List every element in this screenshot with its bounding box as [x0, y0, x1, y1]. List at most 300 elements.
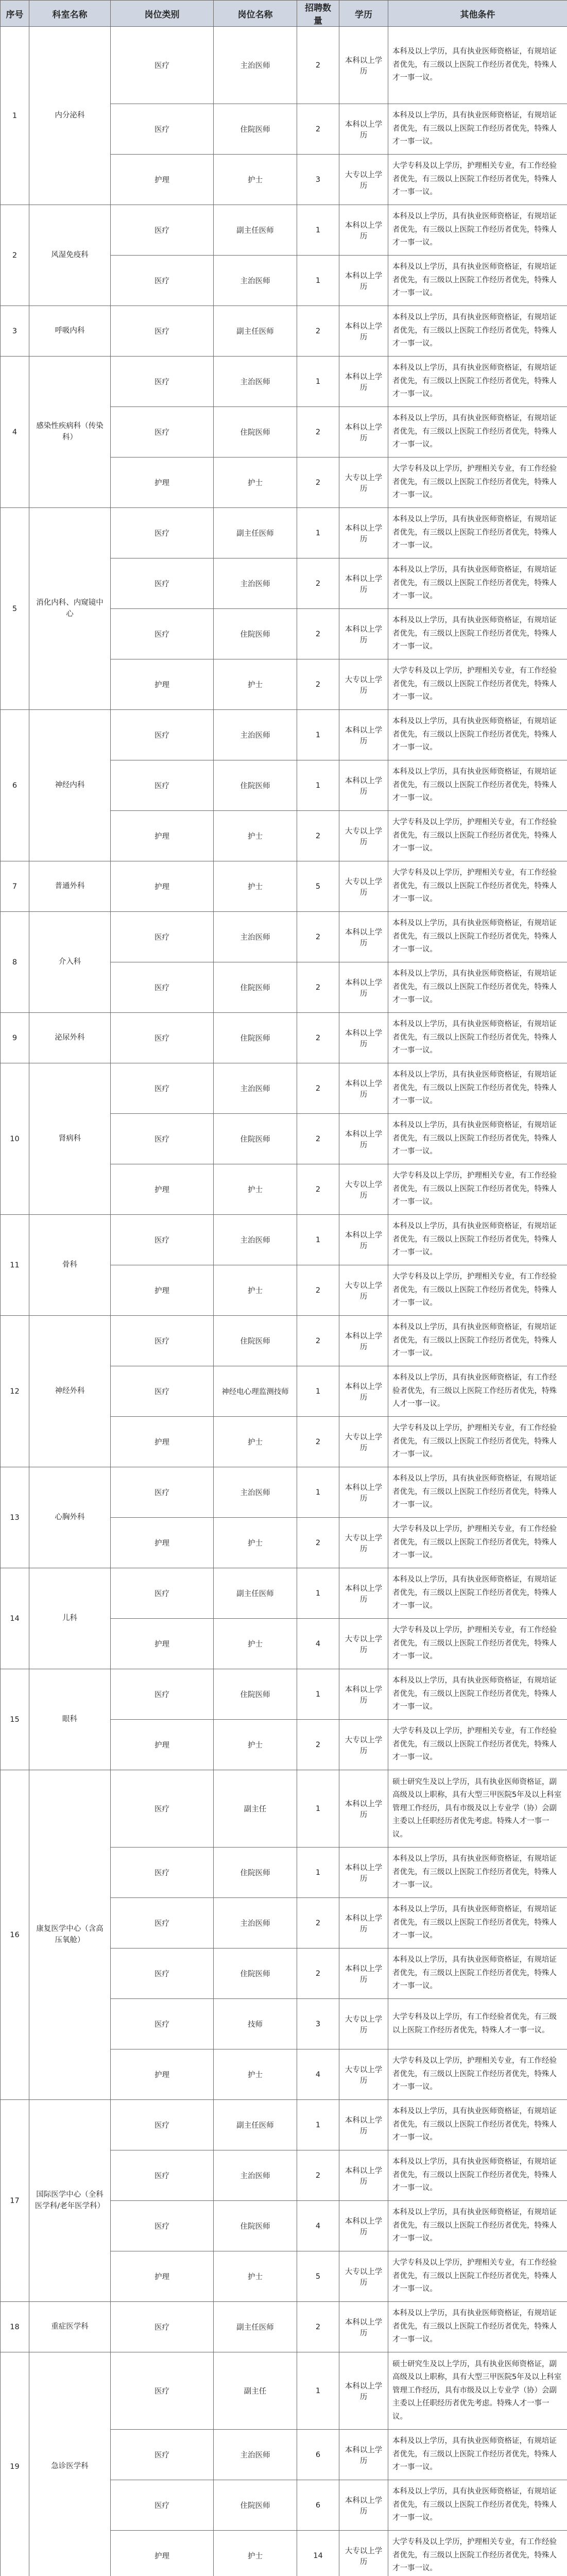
cell-edu: 大专以上学历: [339, 1164, 388, 1215]
cell-pos: 住院医师: [214, 962, 297, 1013]
cell-edu: 本科以上学历: [339, 2302, 388, 2352]
cell-pos: 住院医师: [214, 407, 297, 457]
cell-num: 1: [297, 1366, 339, 1417]
cell-num: 2: [297, 1417, 339, 1467]
cell-pos: 副主任医师: [214, 2302, 297, 2352]
cell-pos: 副主任医师: [214, 1568, 297, 1619]
cell-pos: 护士: [214, 2049, 297, 2100]
cell-cond: 大学专科及以上学历，护理相关专业，有工作经验者优先，有三级以上医院工作经历者优先，特殊人才一事一议。: [388, 2251, 567, 2302]
cell-seq: 15: [1, 1669, 29, 1770]
cell-cond: 大学专科及以上学历，护理相关专业，有工作经验者优先，有三级以上医院工作经历者优先，特殊人才一事一议。: [388, 811, 567, 861]
cell-type: 医疗: [111, 962, 214, 1013]
cell-num: 1: [297, 1669, 339, 1720]
cell-num: 4: [297, 2201, 339, 2251]
cell-type: 护理: [111, 2251, 214, 2302]
cell-cond: 本科及以上学历，具有执业医师资格证，有规培证者优先，有三级以上医院工作经历者优先，特殊人才一事一议。: [388, 104, 567, 155]
table-row: [1, 1215, 567, 1265]
cell-num: 1: [297, 760, 339, 811]
cell-type: 护理: [111, 2049, 214, 2100]
cell-num: 1: [297, 256, 339, 306]
cell-pos: 住院医师: [214, 1316, 297, 1366]
cell-edu: 本科以上学历: [339, 1316, 388, 1366]
cell-type: 护理: [111, 1518, 214, 1568]
cell-cond: 本科及以上学历，具有执业医师资格证，有规培证者优先，有三级以上医院工作经历者优先，特殊人才一事一议。: [388, 1467, 567, 1518]
cell-edu: 大专以上学历: [339, 1720, 388, 1770]
cell-pos: 主治医师: [214, 1898, 297, 1948]
cell-edu: 本科以上学历: [339, 2480, 388, 2531]
cell-num: 2: [297, 1265, 339, 1316]
cell-type: 医疗: [111, 1848, 214, 1898]
cell-type: 护理: [111, 2531, 214, 2576]
cell-edu: 本科以上学历: [339, 609, 388, 659]
cell-num: 4: [297, 1619, 339, 1669]
cell-num: 2: [297, 1316, 339, 1366]
cell-num: 14: [297, 2531, 339, 2576]
cell-type: 医疗: [111, 1316, 214, 1366]
header-edu: 学历: [339, 1, 388, 27]
table-row: [1, 912, 567, 962]
cell-cond: 大学专科及以上学历，护理相关专业，有工作经验者优先，有三级以上医院工作经历者优先，特殊人才一事一议。: [388, 1518, 567, 1568]
cell-edu: 大专以上学历: [339, 1999, 388, 2049]
cell-type: 医疗: [111, 2201, 214, 2251]
cell-dept: 重症医学科: [29, 2302, 111, 2352]
cell-dept: 康复医学中心（含高压氧舱）: [29, 1770, 111, 2100]
cell-type: 医疗: [111, 256, 214, 306]
cell-type: 医疗: [111, 710, 214, 760]
cell-type: 医疗: [111, 2302, 214, 2352]
cell-type: 医疗: [111, 407, 214, 457]
cell-dept: 肾病科: [29, 1063, 111, 1215]
cell-pos: 主治医师: [214, 2430, 297, 2480]
cell-pos: 护士: [214, 659, 297, 710]
cell-num: 1: [297, 1848, 339, 1898]
cell-cond: 大学专科及以上学历，护理相关专业，有工作经验者优先，有三级以上医院工作经历者优先，特殊人才一事一议。: [388, 1720, 567, 1770]
cell-type: 医疗: [111, 1669, 214, 1720]
cell-cond: 本科及以上学历，具有执业医师资格证，有规培证者优先，有三级以上医院工作经历者优先，特殊人才一事一议。: [388, 2150, 567, 2201]
cell-num: 1: [297, 1770, 339, 1848]
cell-edu: 本科以上学历: [339, 558, 388, 609]
cell-cond: 本科及以上学历，具有执业医师资格证，有规培证者优先，有三级以上医院工作经历者优先，特殊人才一事一议。: [388, 357, 567, 407]
cell-pos: 神经电心理监测技师: [214, 1366, 297, 1417]
cell-seq: 10: [1, 1063, 29, 1215]
cell-num: 1: [297, 2352, 339, 2430]
cell-cond: 本科及以上学历，具有执业医师资格证，有规培证者优先，有三级以上医院工作经历者优先，特殊人才一事一议。: [388, 256, 567, 306]
cell-cond: 本科及以上学历，具有执业医师资格证，有规培证者优先，有三级以上医院工作经历者优先，特殊人才一事一议。: [388, 1568, 567, 1619]
cell-num: 2: [297, 811, 339, 861]
cell-pos: 住院医师: [214, 1114, 297, 1164]
cell-pos: 副主任医师: [214, 2100, 297, 2150]
cell-seq: 11: [1, 1215, 29, 1316]
cell-type: 医疗: [111, 1999, 214, 2049]
cell-pos: 护士: [214, 2251, 297, 2302]
cell-cond: 本科及以上学历，具有执业医师资格证，有规培证者优先，有三级以上医院工作经历者优先，特殊人才一事一议。: [388, 1013, 567, 1063]
cell-pos: 主治医师: [214, 357, 297, 407]
table-row: [1, 1013, 567, 1063]
cell-num: 2: [297, 609, 339, 659]
cell-seq: 6: [1, 710, 29, 861]
cell-cond: 本科及以上学历，具有执业医师资格证，有规培证者优先，有三级以上医院工作经历者优先，特殊人才一事一议。: [388, 1316, 567, 1366]
cell-pos: 副主任: [214, 1770, 297, 1848]
cell-pos: 住院医师: [214, 609, 297, 659]
cell-num: 2: [297, 962, 339, 1013]
cell-edu: 本科以上学历: [339, 407, 388, 457]
cell-cond: 本科及以上学历，具有执业医师资格证，有规培证者优先，有三级以上医院工作经历者优先，特殊人才一事一议。: [388, 1114, 567, 1164]
cell-seq: 5: [1, 508, 29, 710]
cell-edu: 本科以上学历: [339, 1669, 388, 1720]
cell-num: 5: [297, 861, 339, 912]
table-row: [1, 2352, 567, 2430]
cell-cond: 本科及以上学历，具有执业医师资格证，有规培证者优先，有三级以上医院工作经历者优先，特殊人才一事一议。: [388, 508, 567, 558]
cell-edu: 本科以上学历: [339, 508, 388, 558]
cell-cond: 本科及以上学历，具有执业医师资格证，有规培证者优先，有三级以上医院工作经历者优先，特殊人才一事一议。: [388, 962, 567, 1013]
cell-pos: 副主任医师: [214, 306, 297, 357]
cell-edu: 本科以上学历: [339, 1063, 388, 1114]
cell-edu: 大专以上学历: [339, 2251, 388, 2302]
cell-edu: 大专以上学历: [339, 1265, 388, 1316]
cell-dept: 内分泌科: [29, 27, 111, 205]
cell-num: 1: [297, 2100, 339, 2150]
cell-cond: 本科及以上学历，具有执业医师资格证，有规培证者优先，有三级以上医院工作经历者优先，特殊人才一事一议。: [388, 760, 567, 811]
cell-pos: 住院医师: [214, 760, 297, 811]
cell-pos: 护士: [214, 811, 297, 861]
cell-pos: 主治医师: [214, 1467, 297, 1518]
cell-type: 护理: [111, 457, 214, 508]
cell-type: 护理: [111, 1164, 214, 1215]
cell-edu: 大专以上学历: [339, 861, 388, 912]
cell-type: 医疗: [111, 2100, 214, 2150]
cell-cond: 硕士研究生及以上学历，具有执业医师资格证，副高级及以上职称，具有大型三甲医院5年及以上科室管理工作经历，具有市级及以上专业学（协）会副主委以上任职经历者优先考虑。特殊人才一事一议。: [388, 1770, 567, 1848]
cell-num: 1: [297, 710, 339, 760]
table-row: [1, 205, 567, 256]
cell-type: 医疗: [111, 1063, 214, 1114]
cell-num: 3: [297, 155, 339, 205]
cell-type: 护理: [111, 1265, 214, 1316]
cell-edu: 大专以上学历: [339, 1619, 388, 1669]
cell-seq: 16: [1, 1770, 29, 2100]
table-row: [1, 1467, 567, 1518]
table-row: [1, 357, 567, 407]
cell-edu: 本科以上学历: [339, 912, 388, 962]
cell-num: 2: [297, 1518, 339, 1568]
cell-cond: 本科及以上学历，具有执业医师资格证，有规培证者优先，有三级以上医院工作经历者优先，特殊人才一事一议。: [388, 2302, 567, 2352]
cell-pos: 护士: [214, 1720, 297, 1770]
cell-num: 3: [297, 1999, 339, 2049]
cell-dept: 感染性疾病科（传染科）: [29, 357, 111, 508]
cell-type: 护理: [111, 155, 214, 205]
cell-type: 护理: [111, 811, 214, 861]
cell-edu: 大专以上学历: [339, 457, 388, 508]
cell-seq: 18: [1, 2302, 29, 2352]
cell-type: 医疗: [111, 27, 214, 104]
cell-cond: 大学专科及以上学历，护理相关专业，有工作经验者优先，有三级以上医院工作经历者优先，特殊人才一事一议。: [388, 1265, 567, 1316]
cell-seq: 14: [1, 1568, 29, 1669]
table-body: [1, 27, 567, 2576]
cell-num: 2: [297, 306, 339, 357]
cell-cond: 本科及以上学历，具有执业医师资格证，有规培证者优先，有三级以上医院工作经历者优先，特殊人才一事一议。: [388, 1948, 567, 1999]
cell-edu: 本科以上学历: [339, 1770, 388, 1848]
cell-type: 医疗: [111, 1770, 214, 1848]
cell-dept: 神经内科: [29, 710, 111, 861]
cell-num: 1: [297, 1568, 339, 1619]
cell-cond: 本科及以上学历，具有执业医师资格证，有规培证者优先，有三级以上医院工作经历者优先，特殊人才一事一议。: [388, 1898, 567, 1948]
cell-num: 2: [297, 912, 339, 962]
cell-type: 医疗: [111, 1467, 214, 1518]
cell-dept: 国际医学中心（全科医学科/老年医学科）: [29, 2100, 111, 2302]
cell-edu: 大专以上学历: [339, 1417, 388, 1467]
cell-type: 医疗: [111, 2430, 214, 2480]
cell-cond: 本科及以上学历，具有执业医师资格证，有工作经验者优先，有三级以上医院工作经历者优先，特殊人才一事一议。: [388, 1366, 567, 1417]
cell-cond: 本科及以上学历，具有执业医师资格证，有规培证者优先，有三级以上医院工作经历者优先，特殊人才一事一议。: [388, 1063, 567, 1114]
cell-seq: 8: [1, 912, 29, 1013]
cell-cond: 大学专科及以上学历，护理相关专业，有工作经验者优先，有三级以上医院工作经历者优先，特殊人才一事一议。: [388, 659, 567, 710]
cell-edu: 本科以上学历: [339, 2201, 388, 2251]
cell-seq: 4: [1, 357, 29, 508]
cell-edu: 本科以上学历: [339, 2430, 388, 2480]
cell-dept: 介入科: [29, 912, 111, 1013]
cell-edu: 本科以上学历: [339, 1948, 388, 1999]
cell-cond: 本科及以上学历，具有执业医师资格证，有规培证者优先，有三级以上医院工作经历者优先，特殊人才一事一议。: [388, 2201, 567, 2251]
cell-pos: 住院医师: [214, 104, 297, 155]
cell-type: 医疗: [111, 306, 214, 357]
cell-cond: 本科及以上学历，具有执业医师资格证，有规培证者优先，有三级以上医院工作经历者优先，特殊人才一事一议。: [388, 710, 567, 760]
cell-pos: 副主任: [214, 2352, 297, 2430]
header-dept: 科室名称: [29, 1, 111, 27]
cell-num: 2: [297, 558, 339, 609]
cell-edu: 本科以上学历: [339, 27, 388, 104]
cell-num: 2: [297, 104, 339, 155]
cell-pos: 护士: [214, 1619, 297, 1669]
cell-edu: 大专以上学历: [339, 811, 388, 861]
cell-seq: 19: [1, 2352, 29, 2576]
header-cond: 其他条件: [388, 1, 567, 27]
cell-num: 6: [297, 2430, 339, 2480]
cell-pos: 护士: [214, 2531, 297, 2576]
cell-num: 1: [297, 1467, 339, 1518]
cell-cond: 大学专科及以上学历，护理相关专业，有工作经验者优先，有三级以上医院工作经历者优先，特殊人才一事一议。: [388, 1619, 567, 1669]
cell-num: 1: [297, 508, 339, 558]
cell-dept: 泌尿外科: [29, 1013, 111, 1063]
cell-cond: 本科及以上学历，具有执业医师资格证，有规培证者优先，有三级以上医院工作经历者优先，特殊人才一事一议。: [388, 205, 567, 256]
cell-edu: 大专以上学历: [339, 659, 388, 710]
cell-edu: 本科以上学历: [339, 1848, 388, 1898]
cell-num: 2: [297, 1114, 339, 1164]
table-row: [1, 1669, 567, 1720]
cell-dept: 骨科: [29, 1215, 111, 1316]
table-row: [1, 508, 567, 558]
cell-seq: 9: [1, 1013, 29, 1063]
cell-pos: 主治医师: [214, 912, 297, 962]
cell-pos: 住院医师: [214, 1013, 297, 1063]
cell-seq: 13: [1, 1467, 29, 1568]
cell-pos: 住院医师: [214, 1669, 297, 1720]
cell-edu: 本科以上学历: [339, 2100, 388, 2150]
cell-type: 医疗: [111, 357, 214, 407]
cell-dept: 眼科: [29, 1669, 111, 1770]
cell-type: 医疗: [111, 760, 214, 811]
cell-dept: 急诊医学科: [29, 2352, 111, 2576]
cell-num: 4: [297, 2049, 339, 2100]
cell-edu: 本科以上学历: [339, 962, 388, 1013]
cell-num: 2: [297, 1063, 339, 1114]
cell-type: 护理: [111, 1619, 214, 1669]
table-row: [1, 1568, 567, 1619]
cell-pos: 护士: [214, 155, 297, 205]
cell-type: 医疗: [111, 2150, 214, 2201]
cell-cond: 大学专科及以上学历，护理相关专业，有工作经验者优先，有三级以上医院工作经历者优先，特殊人才一事一议。: [388, 457, 567, 508]
cell-pos: 主治医师: [214, 27, 297, 104]
table-row: [1, 1063, 567, 1114]
cell-dept: 心胸外科: [29, 1467, 111, 1568]
cell-num: 2: [297, 2302, 339, 2352]
cell-edu: 本科以上学历: [339, 1467, 388, 1518]
cell-edu: 大专以上学历: [339, 1518, 388, 1568]
cell-type: 护理: [111, 1720, 214, 1770]
cell-type: 医疗: [111, 609, 214, 659]
cell-pos: 住院医师: [214, 2201, 297, 2251]
cell-num: 2: [297, 1013, 339, 1063]
cell-edu: 本科以上学历: [339, 306, 388, 357]
cell-type: 护理: [111, 659, 214, 710]
cell-type: 医疗: [111, 1114, 214, 1164]
cell-type: 护理: [111, 861, 214, 912]
cell-cond: 本科及以上学历，具有执业医师资格证，有规培证者优先，有三级以上医院工作经历者优先，特殊人才一事一议。: [388, 912, 567, 962]
cell-cond: 本科及以上学历，具有执业医师资格证，有规培证者优先，有三级以上医院工作经历者优先，特殊人才一事一议。: [388, 2100, 567, 2150]
header-type: 岗位类别: [111, 1, 214, 27]
table-row: [1, 861, 567, 912]
cell-edu: 本科以上学历: [339, 2352, 388, 2430]
cell-pos: 护士: [214, 457, 297, 508]
cell-edu: 大专以上学历: [339, 2049, 388, 2100]
cell-type: 护理: [111, 1417, 214, 1467]
cell-pos: 住院医师: [214, 1948, 297, 1999]
cell-num: 2: [297, 1898, 339, 1948]
cell-edu: 本科以上学历: [339, 760, 388, 811]
cell-cond: 大学专科及以上学历，护理相关专业，有工作经验者优先，有三级以上医院工作经历者优先，特殊人才一事一议。: [388, 861, 567, 912]
cell-cond: 大学专科及以上学历，护理相关专业，有工作经验者优先，有三级以上医院工作经历者优先，特殊人才一事一议。: [388, 1417, 567, 1467]
cell-pos: 住院医师: [214, 1848, 297, 1898]
cell-edu: 本科以上学历: [339, 2150, 388, 2201]
cell-num: 2: [297, 2150, 339, 2201]
cell-seq: 7: [1, 861, 29, 912]
table-row: [1, 1316, 567, 1366]
cell-edu: 本科以上学历: [339, 205, 388, 256]
cell-seq: 2: [1, 205, 29, 306]
cell-pos: 技师: [214, 1999, 297, 2049]
cell-cond: 本科及以上学历，具有执业医师资格证，有规培证者优先，有三级以上医院工作经历者优先，特殊人才一事一议。: [388, 306, 567, 357]
cell-edu: 本科以上学历: [339, 357, 388, 407]
cell-cond: 大学专科及以上学历，护理相关专业，有工作经验者优先，有三级以上医院工作经历者优先，特殊人才一事一议。: [388, 155, 567, 205]
cell-num: 2: [297, 1720, 339, 1770]
cell-num: 1: [297, 205, 339, 256]
cell-pos: 住院医师: [214, 2480, 297, 2531]
cell-pos: 主治医师: [214, 1215, 297, 1265]
table-row: [1, 306, 567, 357]
cell-cond: 本科及以上学历，具有执业医师资格证，有规培证者优先，有三级以上医院工作经历者优先，特殊人才一事一议。: [388, 2480, 567, 2531]
table-row: [1, 27, 567, 104]
cell-pos: 主治医师: [214, 2150, 297, 2201]
cell-edu: 本科以上学历: [339, 104, 388, 155]
cell-edu: 本科以上学历: [339, 1215, 388, 1265]
cell-num: 6: [297, 2480, 339, 2531]
cell-num: 2: [297, 1164, 339, 1215]
cell-edu: 本科以上学历: [339, 1013, 388, 1063]
cell-dept: 风湿免疫科: [29, 205, 111, 306]
cell-pos: 主治医师: [214, 558, 297, 609]
cell-num: 2: [297, 1948, 339, 1999]
cell-cond: 本科及以上学历，具有执业医师资格证，有规培证者优先，有三级以上医院工作经历者优先，特殊人才一事一议。: [388, 1848, 567, 1898]
cell-cond: 大学专科及以上学历，护理相关专业，有工作经验者优先，有三级以上医院工作经历者优先，特殊人才一事一议。: [388, 1164, 567, 1215]
cell-cond: 本科及以上学历，具有执业医师资格证，有规培证者优先，有三级以上医院工作经历者优先，特殊人才一事一议。: [388, 558, 567, 609]
table-row: [1, 2302, 567, 2352]
cell-seq: 1: [1, 27, 29, 205]
table-row: [1, 710, 567, 760]
cell-dept: 普通外科: [29, 861, 111, 912]
cell-cond: 本科及以上学历，具有执业医师资格证，有规培证者优先，有三级以上医院工作经历者优先，特殊人才一事一议。: [388, 407, 567, 457]
cell-edu: 大专以上学历: [339, 155, 388, 205]
cell-cond: 大学专科及以上学历，护理相关专业，有工作经验者优先，有三级以上医院工作经历者优先，特殊人才一事一议。: [388, 2531, 567, 2576]
cell-edu: 本科以上学历: [339, 1366, 388, 1417]
cell-edu: 本科以上学历: [339, 256, 388, 306]
cell-seq: 12: [1, 1316, 29, 1467]
cell-type: 医疗: [111, 2480, 214, 2531]
header-seq: 序号: [1, 1, 29, 27]
cell-num: 2: [297, 457, 339, 508]
cell-pos: 主治医师: [214, 256, 297, 306]
cell-dept: 呼吸内科: [29, 306, 111, 357]
cell-num: 2: [297, 659, 339, 710]
cell-pos: 主治医师: [214, 710, 297, 760]
cell-type: 医疗: [111, 558, 214, 609]
cell-type: 医疗: [111, 1898, 214, 1948]
cell-type: 医疗: [111, 508, 214, 558]
table-row: [1, 1770, 567, 1848]
cell-type: 医疗: [111, 205, 214, 256]
cell-edu: 本科以上学历: [339, 1898, 388, 1948]
cell-num: 2: [297, 407, 339, 457]
cell-pos: 副主任医师: [214, 205, 297, 256]
header-pos: 岗位名称: [214, 1, 297, 27]
cell-edu: 本科以上学历: [339, 1114, 388, 1164]
cell-pos: 护士: [214, 1164, 297, 1215]
cell-pos: 副主任医师: [214, 508, 297, 558]
cell-edu: 本科以上学历: [339, 1568, 388, 1619]
cell-type: 医疗: [111, 2352, 214, 2430]
cell-cond: 硕士研究生及以上学历，具有执业医师资格证，副高级及以上职称，具有大型三甲医院5年及以上科室管理工作经历，具有市级及以上专业学（协）会副主委以上任职经历者优先考虑。特殊人才一事一议。: [388, 2352, 567, 2430]
cell-type: 医疗: [111, 912, 214, 962]
cell-dept: 神经外科: [29, 1316, 111, 1467]
table-row: [1, 2100, 567, 2150]
cell-type: 医疗: [111, 1568, 214, 1619]
cell-edu: 大专以上学历: [339, 2531, 388, 2576]
cell-pos: 护士: [214, 1265, 297, 1316]
cell-cond: 大学专科及以上学历，护理相关专业，有工作经验者优先，有三级以上医院工作经历者优先，特殊人才一事一议。: [388, 2049, 567, 2100]
cell-type: 医疗: [111, 1366, 214, 1417]
cell-cond: 大学专科及以上学历，有工作经验者优先，有三级以上医院工作经历者优先，特殊人才一事一议。: [388, 1999, 567, 2049]
cell-cond: 本科及以上学历，具有执业医师资格证，有规培证者优先，有三级以上医院工作经历者优先，特殊人才一事一议。: [388, 609, 567, 659]
cell-cond: 本科及以上学历，具有执业医师资格证，有规培证者优先，有三级以上医院工作经历者优先，特殊人才一事一议。: [388, 2430, 567, 2480]
cell-pos: 护士: [214, 861, 297, 912]
header-num: 招聘数量: [297, 1, 339, 27]
cell-cond: 本科及以上学历，具有执业医师资格证，有规培证者优先，有三级以上医院工作经历者优先，特殊人才一事一议。: [388, 1669, 567, 1720]
cell-pos: 护士: [214, 1417, 297, 1467]
cell-dept: 消化内科、内窥镜中心: [29, 508, 111, 710]
cell-pos: 主治医师: [214, 1063, 297, 1114]
cell-num: 5: [297, 2251, 339, 2302]
cell-seq: 3: [1, 306, 29, 357]
cell-cond: 本科及以上学历，具有执业医师资格证，有规培证者优先，有三级以上医院工作经历者优先，特殊人才一事一议。: [388, 1215, 567, 1265]
cell-edu: 本科以上学历: [339, 710, 388, 760]
cell-num: 1: [297, 357, 339, 407]
